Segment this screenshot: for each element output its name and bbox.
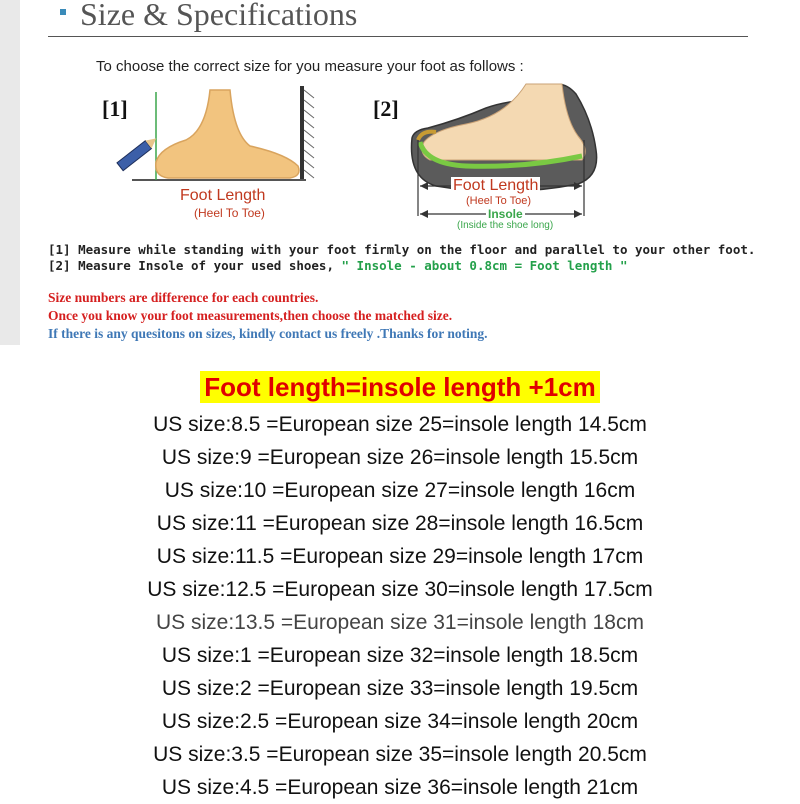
section-title: Size & Specifications <box>80 0 358 32</box>
size-row: US size:2.5 =European size 34=insole length 20cm <box>161 710 639 733</box>
figure-1-number: [1] <box>102 96 128 121</box>
note-2-insole-formula: " Insole - about 0.8cm = Foot length " <box>341 258 628 273</box>
formula-row <box>0 371 800 403</box>
figure-1-caption-title: Foot Length <box>180 187 266 204</box>
figure-2-insole-title: Insole <box>488 207 523 221</box>
instructions-intro: To choose the correct size for you measure your foot as follows : <box>96 58 524 75</box>
size-row: US size:11 =European size 28=insole length 16.5cm <box>156 512 644 535</box>
size-row: US size:11.5 =European size 29=insole length 17cm <box>156 545 644 568</box>
warning-line-1: Size numbers are difference for each countries. <box>48 290 319 305</box>
size-conversion-table <box>0 408 800 804</box>
size-row: US size:13.5 =European size 31=insole length 18cm <box>156 611 644 634</box>
size-row: US size:2 =European size 33=insole length 19.5cm <box>161 677 639 700</box>
figure-2-number: [2] <box>373 96 399 121</box>
size-row: US size:8.5 =European size 25=insole length 14.5cm <box>153 413 647 436</box>
size-row: US size:1 =European size 32=insole length 18.5cm <box>161 644 639 667</box>
contact-line: If there is any quesitons on sizes, kindly contact us freely .Thanks for noting. <box>48 326 488 341</box>
size-row: US size:12.5 =European size 30=insole length 17.5cm <box>147 578 653 601</box>
warning-line-2: Once you know your foot measurements,then choose the matched size. <box>48 308 453 323</box>
size-row: US size:3.5 =European size 35=insole length 20.5cm <box>153 743 647 766</box>
size-guide-panel <box>0 0 800 345</box>
figure-1-caption-sub: (Heel To Toe) <box>194 206 265 220</box>
figure-2-insole-sub: (Inside the shoe long) <box>457 220 554 231</box>
figure-2-caption-sub: (Heel To Toe) <box>466 195 532 207</box>
formula-highlight: Foot length=insole length +1cm <box>200 371 600 403</box>
note-1: [1] Measure while standing with your foot firmly on the floor and parallel to your other foot. <box>48 242 756 257</box>
figure-2-caption-title: Foot Length <box>453 177 539 194</box>
left-margin-strip <box>0 0 20 345</box>
size-row: US size:9 =European size 26=insole length 15.5cm <box>161 446 639 469</box>
size-row: US size:10 =European size 27=insole length 16cm <box>164 479 636 502</box>
note-2 <box>48 258 627 273</box>
size-row: US size:4.5 =European size 36=insole length 21cm <box>161 776 639 799</box>
note-2-prefix: [2] Measure Insole of your used shoes, <box>48 258 342 273</box>
bullet-icon <box>60 9 66 15</box>
header-divider <box>48 36 748 37</box>
